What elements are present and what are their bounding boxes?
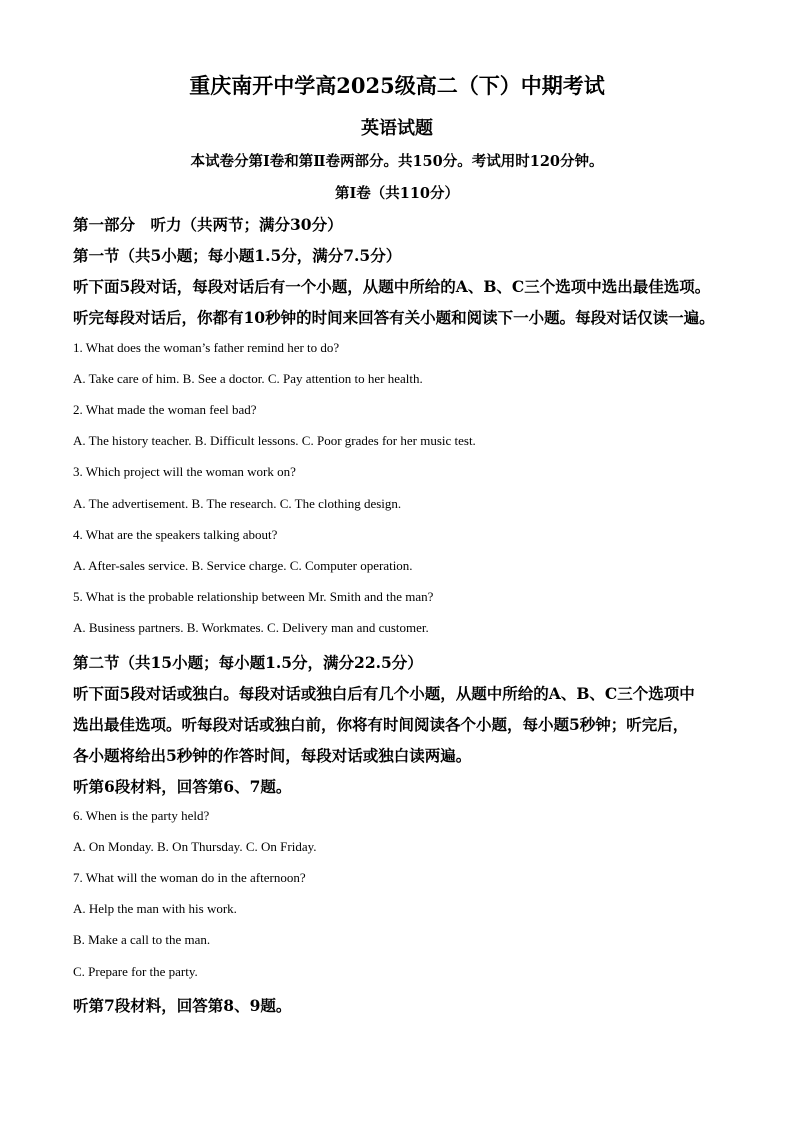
exam-intro: 本试卷分第Ⅰ卷和第Ⅱ卷两部分。共150分。考试用时120分钟。 [190, 153, 604, 170]
question-options: A. The advertisement. B. The research. C. The clothing design. [73, 496, 402, 511]
section1-instruction: 听下面5段对话，每段对话后有一个小题，从题中所给的A、B、C三个选项中选出最佳选项。 [73, 277, 711, 296]
exam-title: 重庆南开中学高2025级高二（下）中期考试 [189, 73, 605, 98]
question-options: A. Take care of him. B. See a doctor. C. Pay attention to her health. [73, 371, 423, 386]
question-text: 5. What is the probable relationship between Mr. Smith and the man? [73, 589, 434, 604]
section2-instruction: 各小题将给出5秒钟的作答时间，每段对话或独白读两遍。 [73, 746, 472, 765]
question-text: 3. Which project will the woman work on? [73, 464, 296, 479]
question-options: A. On Monday. B. On Thursday. C. On Friday. [73, 839, 317, 854]
question-text: 2. What made the woman feel bad? [73, 402, 257, 417]
question-options: A. The history teacher. B. Difficult lessons. C. Poor grades for her music test. [73, 433, 476, 448]
question-option: A. Help the man with his work. [73, 901, 237, 916]
section1-instruction: 听完每段对话后，你都有10秒钟的时间来回答有关小题和阅读下一小题。每段对话仅读一遍。 [73, 308, 715, 327]
question-options: A. After-sales service. B. Service charge. C. Computer operation. [73, 558, 413, 573]
material-heading: 听第6段材料，回答第6、7题。 [73, 777, 292, 796]
question-text: 7. What will the woman do in the afternoon? [73, 870, 306, 885]
question-option: C. Prepare for the party. [73, 964, 198, 979]
part-heading: 第一部分 听力（共两节；满分30分） [73, 215, 343, 234]
question-option: B. Make a call to the man. [73, 932, 211, 947]
section2-instruction: 听下面5段对话或独白。每段对话或独白后有几个小题，从题中所给的A、B、C三个选项中 [73, 684, 695, 703]
volume-heading: 第Ⅰ卷（共110分） [334, 185, 460, 202]
section2-heading: 第二节（共15小题；每小题1.5分，满分22.5分） [73, 653, 423, 672]
question-text: 1. What does the woman’s father remind her to do? [73, 340, 340, 355]
question-text: 4. What are the speakers talking about? [73, 527, 278, 542]
material-heading: 听第7段材料，回答第8、9题。 [73, 996, 292, 1015]
question-text: 6. When is the party held? [73, 808, 210, 823]
question-options: A. Business partners. B. Workmates. C. Delivery man and customer. [73, 620, 429, 635]
section2-instruction: 选出最佳选项。听每段对话或独白前，你将有时间阅读各个小题，每小题5秒钟；听完后， [73, 715, 689, 734]
section1-heading: 第一节（共5小题；每小题1.5分，满分7.5分） [73, 246, 402, 265]
subject-title: 英语试题 [361, 118, 433, 139]
